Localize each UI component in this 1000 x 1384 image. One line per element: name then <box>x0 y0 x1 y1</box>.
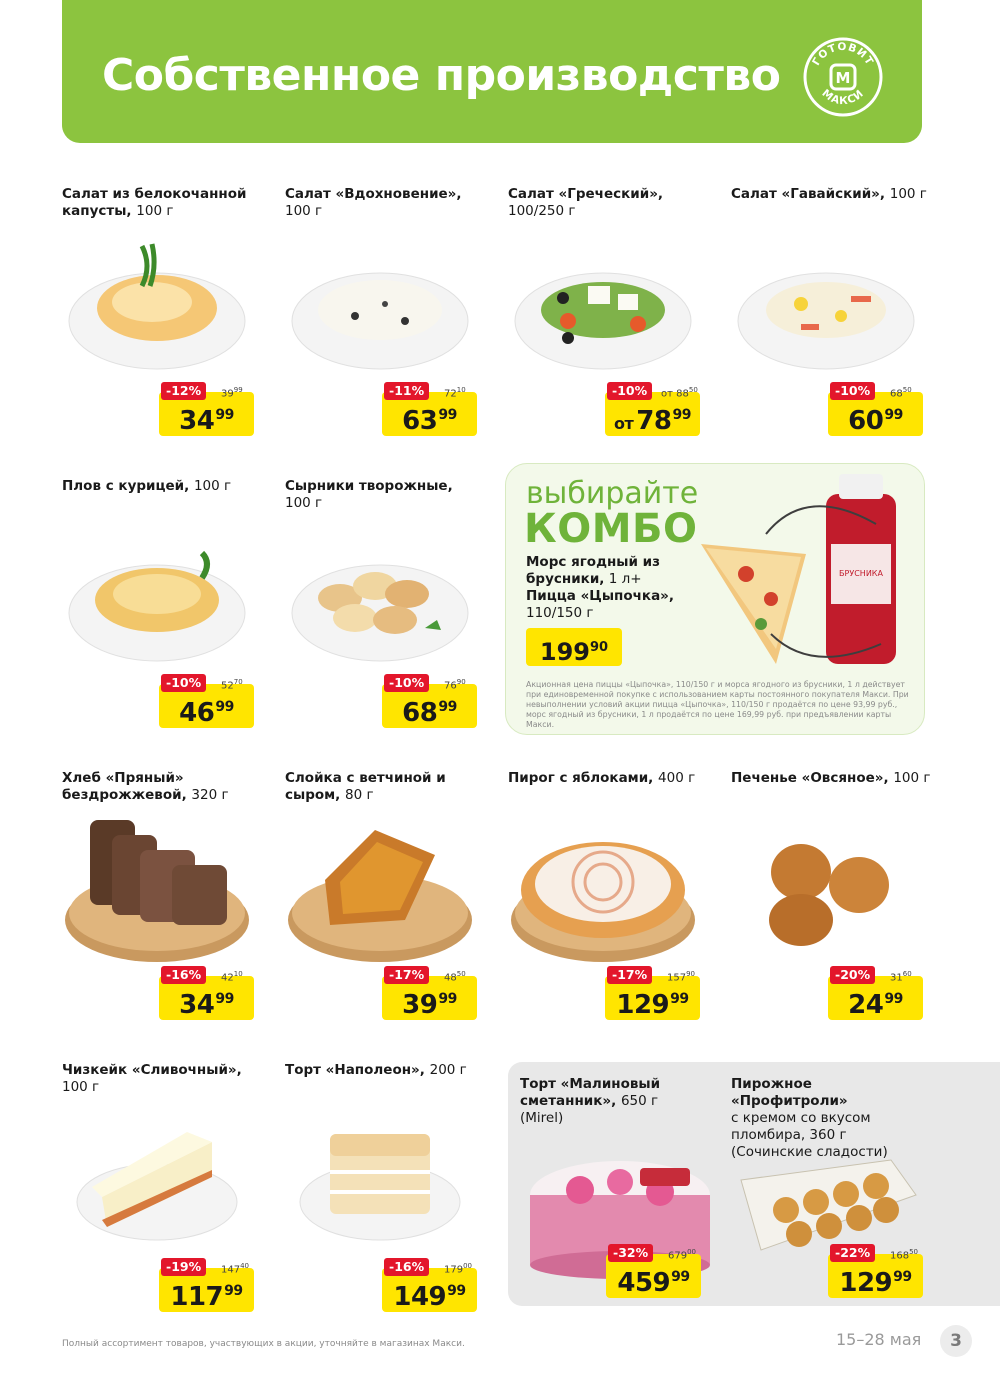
header-banner <box>62 0 922 143</box>
product-name: Салат «Гавайский», <box>731 186 886 202</box>
product-brand: (Mirel) <box>520 1110 564 1126</box>
discount-badge: -19% <box>161 1258 206 1276</box>
product-weight: 100/250 г <box>508 203 576 219</box>
svg-text:ГОТОВИТ: ГОТОВИТ <box>810 40 876 68</box>
price-tag <box>828 382 923 436</box>
old-price: $679^{00}$ <box>668 1248 697 1262</box>
syrniki-image <box>285 518 475 678</box>
svg-text:M: M <box>835 69 851 87</box>
product-cabbage-salad[interactable] <box>62 186 262 436</box>
product-name: Чизкейк «Сливочный», <box>62 1062 242 1078</box>
product-bread[interactable] <box>62 770 262 1020</box>
new-price: $68^{99}$ <box>402 698 457 728</box>
product-name: Пирог с яблоками, <box>508 770 654 786</box>
product-weight: 80 г <box>345 787 374 803</box>
apple-pie-image <box>508 810 698 970</box>
product-apple-pie[interactable] <box>508 770 708 1020</box>
product-weight: 100 г <box>285 495 323 511</box>
price-tag <box>382 674 477 728</box>
price-tag <box>605 382 700 436</box>
discount-badge: -12% <box>161 382 206 400</box>
old-price: $52^{70}$ <box>221 678 243 692</box>
combo-price: $199^{90}$ <box>526 628 622 666</box>
new-price: $149^{99}$ <box>393 1282 466 1312</box>
product-name: Хлеб «Пряный» бездрожжевой, <box>62 770 187 803</box>
product-weight: 650 г <box>620 1093 659 1109</box>
product-name: Салат «Греческий», <box>508 186 664 202</box>
price-tag <box>159 1258 254 1312</box>
combo-description: Морс ягодный из брусники, 1 л+ Пицца «Цыпочка», 110/150 г <box>526 554 675 621</box>
footer-note: Полный ассортимент товаров, участвующих в акции, уточняйте в магазинах Макси. <box>62 1339 465 1349</box>
new-price: $34^{99}$ <box>179 990 234 1020</box>
cabbage-salad-image <box>62 226 252 386</box>
old-price: $168^{50}$ <box>890 1248 919 1262</box>
price-tag <box>382 382 477 436</box>
product-weight: 100 г <box>193 478 232 494</box>
discount-badge: -10% <box>384 674 429 692</box>
product-hawaiian-salad[interactable] <box>731 186 931 436</box>
new-price: $60^{99}$ <box>848 406 903 436</box>
product-raspberry-cake[interactable] <box>520 1076 720 1298</box>
discount-badge: -16% <box>161 966 206 984</box>
discount-badge: -11% <box>384 382 429 400</box>
new-price: $24^{99}$ <box>848 990 903 1020</box>
oat-cookies-image <box>731 810 921 970</box>
old-price: $72^{10}$ <box>444 386 466 400</box>
sloyka-image <box>285 810 475 970</box>
new-price: $459^{99}$ <box>617 1268 690 1298</box>
old-price: $42^{10}$ <box>221 970 243 984</box>
old-price: $147^{40}$ <box>221 1262 250 1276</box>
product-weight: 100 г <box>62 1079 100 1095</box>
discount-badge: -22% <box>830 1244 875 1262</box>
new-price: $39^{99}$ <box>402 990 457 1020</box>
product-profiteroles[interactable] <box>731 1076 931 1298</box>
promo-date-range: 15–28 мая <box>836 1330 922 1349</box>
old-price: от $88^{50}$ <box>661 386 698 400</box>
old-price: $179^{00}$ <box>444 1262 473 1276</box>
old-price: $68^{50}$ <box>890 386 912 400</box>
product-name: Плов с курицей, <box>62 478 190 494</box>
page-number: 3 <box>940 1325 972 1357</box>
product-cheesecake[interactable] <box>62 1062 262 1312</box>
new-price: $129^{99}$ <box>839 1268 912 1298</box>
price-tag <box>605 966 700 1020</box>
price-tag <box>159 966 254 1020</box>
product-name: Торт «Наполеон», <box>285 1062 425 1078</box>
old-price: $157^{90}$ <box>667 970 696 984</box>
product-plov[interactable] <box>62 478 262 728</box>
price-tag <box>828 966 923 1020</box>
product-oat-cookies[interactable] <box>731 770 931 1020</box>
plov-image <box>62 518 252 678</box>
old-price: $39^{99}$ <box>221 386 243 400</box>
discount-badge: -10% <box>830 382 875 400</box>
combo-title: КОМБО <box>524 506 698 552</box>
new-price: от $78^{99}$ <box>614 406 691 436</box>
old-price: $31^{60}$ <box>890 970 912 984</box>
napoleon-cake-image <box>285 1102 475 1262</box>
bottle-label: БРУСНИКА <box>839 569 883 578</box>
product-weight: 320 г <box>191 787 229 803</box>
product-weight: 200 г <box>429 1062 467 1078</box>
new-price: $129^{99}$ <box>616 990 689 1020</box>
new-price: $34^{99}$ <box>179 406 234 436</box>
hawaiian-salad-image <box>731 226 921 386</box>
new-price: $46^{99}$ <box>179 698 234 728</box>
discount-badge: -17% <box>607 966 652 984</box>
combo-fine-print: Акционная цена пиццы «Цыпочка», 110/150 г и морса ягодного из брусники, 1 л действует при единовременной покупке с использованием карты постоянного покупателя Макси. При невыполнении условий акции пицца «Цыпочка», 110/150 г продаётся по цене 93,99 руб., морс ягодный из брусники, 1 л продаётся по цене 169,99 руб. при предъявлении карты Макси. <box>526 680 909 729</box>
product-weight: с кремом со вкусом пломбира, 360 г (Сочинские сладости) <box>731 1110 888 1160</box>
product-weight: 100 г <box>136 203 174 219</box>
bread-image <box>62 810 252 970</box>
cheesecake-image <box>62 1102 252 1262</box>
price-tag <box>382 966 477 1020</box>
product-name: Слойка с ветчиной и сыром, <box>285 770 446 803</box>
product-weight: 100 г <box>893 770 931 786</box>
gotovit-maksi-badge-icon <box>802 36 884 118</box>
svg-text:МАКСИ: МАКСИ <box>819 87 867 108</box>
discount-badge: -10% <box>161 674 206 692</box>
price-tag <box>382 1258 477 1312</box>
product-name: Печенье «Овсяное», <box>731 770 889 786</box>
discount-badge: -32% <box>608 1244 653 1262</box>
product-name: Сырники творожные, <box>285 478 453 494</box>
price-tag <box>606 1244 701 1298</box>
discount-badge: -10% <box>607 382 652 400</box>
product-vdokhnovenie-salad[interactable] <box>285 186 485 436</box>
old-price: $76^{90}$ <box>444 678 466 692</box>
old-price: $48^{50}$ <box>444 970 466 984</box>
page-title: Собственное производство <box>102 50 781 101</box>
combo-pizza-bottle-image <box>656 474 916 674</box>
price-tag <box>828 1244 923 1298</box>
greek-salad-image <box>508 226 698 386</box>
product-syrniki[interactable] <box>285 478 485 728</box>
product-napoleon-cake[interactable] <box>285 1062 485 1312</box>
product-name: Пирожное «Профитроли» <box>731 1076 848 1109</box>
product-weight: 100 г <box>285 203 323 219</box>
product-weight: 400 г <box>658 770 696 786</box>
product-name: Торт «Малиновый сметанник», <box>520 1076 661 1109</box>
discount-badge: -16% <box>384 1258 429 1276</box>
discount-badge: -20% <box>830 966 875 984</box>
price-tag <box>159 674 254 728</box>
combo-promo[interactable] <box>505 463 925 735</box>
product-weight: 100 г <box>889 186 927 202</box>
product-name: Салат из белокочанной капусты, <box>62 186 247 219</box>
product-greek-salad[interactable] <box>508 186 708 436</box>
price-tag <box>159 382 254 436</box>
new-price: $63^{99}$ <box>402 406 457 436</box>
new-price: $117^{99}$ <box>170 1282 243 1312</box>
vdokhnovenie-salad-image <box>285 226 475 386</box>
combo-kicker: выбирайте <box>526 476 699 511</box>
product-sloyka[interactable] <box>285 770 485 1020</box>
product-name: Салат «Вдохновение», <box>285 186 462 202</box>
discount-badge: -17% <box>384 966 429 984</box>
